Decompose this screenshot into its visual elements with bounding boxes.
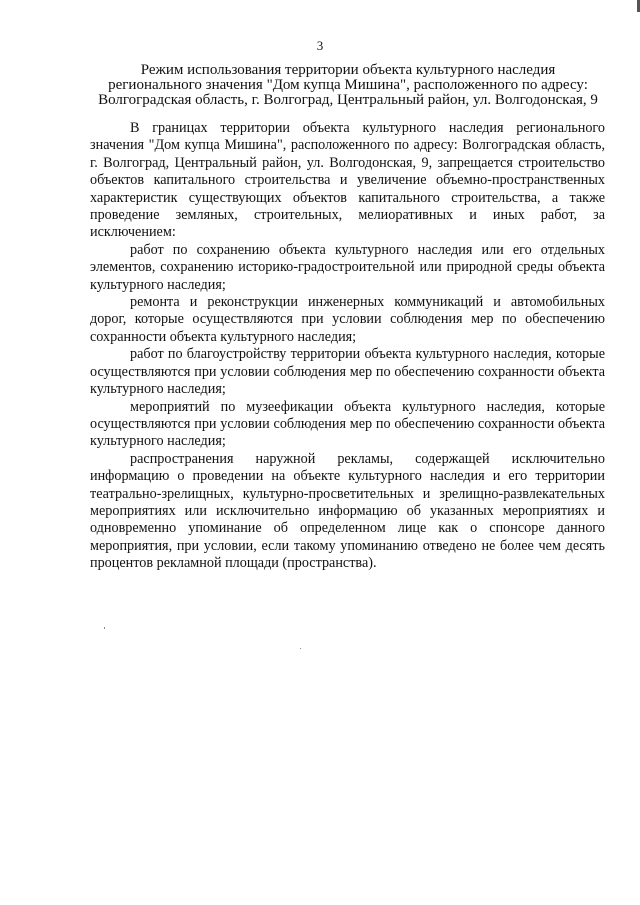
- title-line: регионального значения "Дом купца Мишина", расположенного по адресу:: [108, 77, 588, 93]
- paragraph-intro: В границах территории объекта культурного наследия регионального значения "Дом купца Мишина", расположенного по адресу: Волгоградская область, г. Волгоград, Центральный район, ул. Волгодонская, 9, запрещается строительство объектов капитального строительства и увеличение объемно-пространственных характеристик существующих объектов капитального строительства, а также проведение земляных, строительных, мелиоративных и иных работ, за исключением:: [90, 120, 605, 241]
- paragraph-exception-preservation: работ по сохранению объекта культурного наследия или его отдельных элементов, сохранению историко-градостроительной или природной среды объекта культурного наследия;: [90, 241, 605, 293]
- document-body: [90, 120, 605, 573]
- scan-speck: [300, 648, 301, 649]
- paragraph-exception-repair: ремонта и реконструкции инженерных коммуникаций и автомобильных дорог, которые осуществляются при условии соблюдения мер по обеспечению сохранности объекта культурного наследия;: [90, 294, 605, 345]
- scan-speck: [104, 627, 105, 629]
- paragraph-exception-advertising: распространения наружной рекламы, содержащей исключительно информацию о проведении на объекте культурного наследия и его территории театрально-зрелищных, культурно-просветительных и зрелищно-развлекательных мероприятиях или исключительно информацию об указанных мероприятиях и одновременно упоминание об определенном лице как о спонсоре данного мероприятия, при условии, если такому упоминанию отведено не более чем десять процентов рекламной площади (пространства).: [90, 450, 605, 572]
- title-line: Режим использования территории объекта культурного наследия: [140, 62, 556, 78]
- document-title: [88, 63, 608, 108]
- page-number: 3: [316, 38, 324, 53]
- title-line: Волгоградская область, г. Волгоград, Центральный район, ул. Волгодонская, 9: [98, 92, 598, 108]
- paragraph-exception-museumification: мероприятий по музеефикации объекта культурного наследия, которые осуществляются при условии соблюдения мер по обеспечению сохранности объекта культурного наследия;: [90, 398, 605, 450]
- paragraph-exception-landscaping: работ по благоустройству территории объекта культурного наследия, которые осуществляются при условии соблюдения мер по обеспечению сохранности объекта культурного наследия;: [90, 346, 605, 398]
